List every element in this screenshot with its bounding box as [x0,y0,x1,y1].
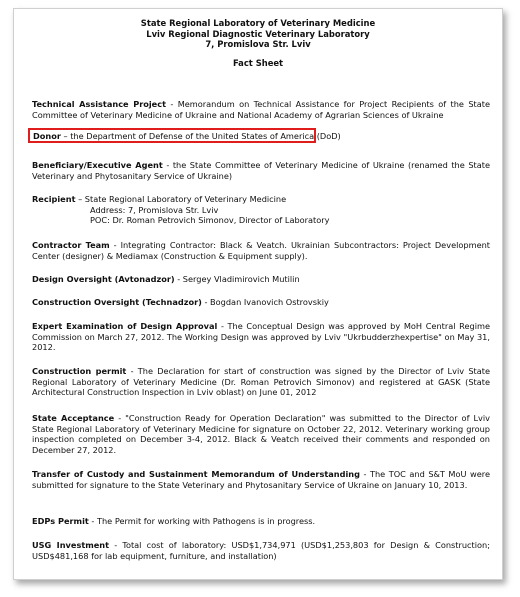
section-title: USG Investment [32,540,110,550]
section-text: - "Construction Ready for Operation Declaration" was submitted to the Director of Lviv State Regional Laboratory of Veterinary Medicine for signature on October 22, 2012. Veterinary working group inspection completed on December 3-4, 2012. Black & Veatch received their comments and responded on December 27, 2012. [32,413,490,455]
section-text: - The Permit for working with Pathogens is in progress. [88,516,316,526]
section-text: - The Declaration for start of construction was signed by the Director of Lviv State Regional Laboratory of Veterinary Medicine (Dr. Roman Petrovich Simonov) and registered at GASK (State Architectural Construction Inspection in Lviv oblast) on June 01, 2012 [32,366,490,398]
section-text: - Memorandum on Technical Assistance for Project Recipients of the State Committee of Veterinary Medicine of Ukraine and National Academy of Agrarian Sciences of Ukraine [32,99,490,120]
section-title: Construction permit [32,366,127,376]
section-transfer-of-custody [32,469,490,490]
section-text: – State Regional Laboratory of Veterinary Medicine [75,194,287,204]
section-title: Transfer of Custody and Sustainment Memorandum of Understanding [32,469,360,479]
section-title: EDPs Permit [32,516,89,526]
section-edps-permit [32,516,490,527]
recipient-address: Address: 7, Promislova Str. Lviv [90,204,219,215]
section-state-acceptance [32,413,490,455]
recipient-poc: POC: Dr. Roman Petrovich Simonov, Director of Laboratory [90,215,330,226]
section-text: – the Department of Defense of the United States of America (DoD) [60,131,341,141]
header-line-1: State Regional Laboratory of Veterinary Medicine [140,18,376,28]
section-title: Construction Oversight (Technadzor) [32,297,202,307]
section-technical-assistance [32,99,490,120]
document-page [13,8,503,580]
fact-sheet-title: Fact Sheet [232,57,284,68]
section-design-oversight [32,274,490,285]
section-text: - The TOC and S&T MoU were submitted for signature to the State Veterinary and Phytosanitary Service of Ukraine on January 10, 2013. [32,469,490,490]
section-text: - the State Committee of Veterinary Medicine of Ukraine (renamed the State Veterinary and Phytosanitary Service of Ukraine) [32,160,490,181]
section-text: - The Conceptual Design was approved by MoH Central Regime Commission on March 27, 2012. The Working Design was approved by Lviv "Ukrbudderzhexpertise" on May 31, 2012. [32,321,490,353]
header-line-2: Lviv Regional Diagnostic Veterinary Laboratory [146,28,370,39]
section-title: Recipient [32,194,76,204]
section-text: - Bogdan Ivanovich Ostrovskiy [201,297,329,307]
section-contractor-team [32,240,490,261]
header-line-3: 7, Promislova Str. Lviv [205,39,311,50]
document-header [14,18,502,68]
section-donor [33,131,491,142]
section-construction-oversight [32,297,490,308]
section-text: - Total cost of laboratory: USD$1,734,971 (USD$1,253,803 for Design & Construction; USD$481,168 for lab equipment, furniture, and installation) [32,540,491,561]
section-construction-permit [32,366,490,398]
section-text: - Integrating Contractor: Black & Veatch. Ukrainian Subcontractors: Project Development Center (designer) & Mediamax (Construction & Equipment supply). [32,240,490,261]
section-title: Contractor Team [32,240,110,250]
section-expert-examination [32,321,490,353]
section-title: State Acceptance [32,413,115,423]
section-beneficiary [32,160,490,181]
section-usg-investment [32,540,490,561]
section-recipient [32,194,490,226]
section-title: Beneficiary/Executive Agent [32,160,163,170]
section-title: Expert Examination of Design Approval [32,321,218,331]
section-text: - Sergey Vladimirovich Mutilin [174,274,300,284]
section-title: Design Oversight (Avtonadzor) [32,274,175,284]
section-title: Technical Assistance Project [32,99,167,109]
section-title: Donor [33,131,61,141]
